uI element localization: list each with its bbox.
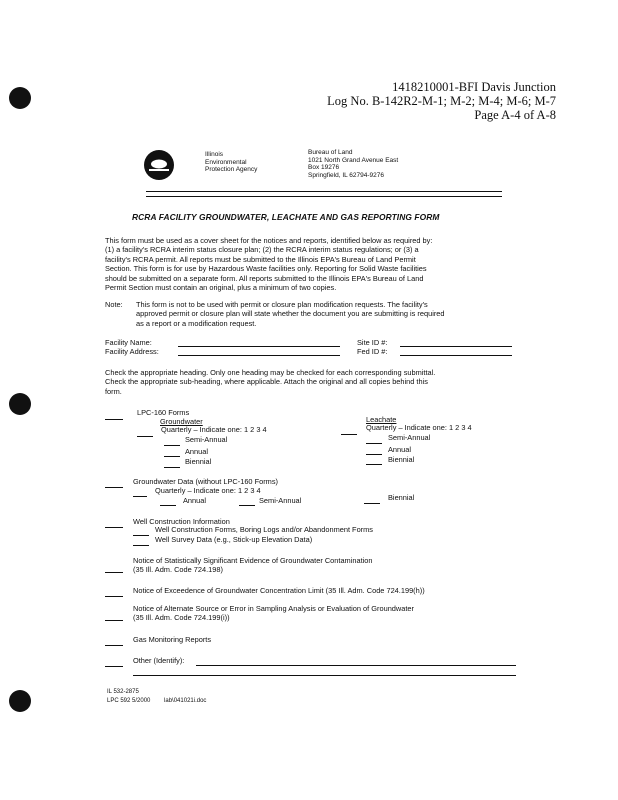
other-label: Other (Identify): [133,656,185,665]
intro-line: (1) a facility's RCRA interim status closure plan; (2) the RCRA interim status regulations; or (3) a [105,245,419,255]
leachate-heading: Leachate [366,415,397,424]
intro-line: facility's RCRA permit. All reports must be submitted to the Illinois EPA's Bureau of Land Permit [105,254,416,264]
gw-quarterly-label: Quarterly – Indicate one: 1 2 3 4 [161,425,267,434]
note-text [136,300,526,328]
le-annual-label: Annual [388,445,412,454]
notice-significant-label [133,556,373,575]
notice-significant-line: (35 Ill. Adm. Code 724.198) [133,565,223,575]
agency-block [205,151,257,174]
bureau-block [308,149,398,179]
agency-line: Protection Agency [205,166,258,173]
header-rule [146,196,502,197]
le-quarterly-checkbox[interactable] [341,434,357,435]
gas-checkbox[interactable] [105,645,123,646]
illinois-epa-logo [142,149,176,181]
notice-alternate-line: Notice of Alternate Source or Error in Sampling Analysis or Evaluation of Groundwater [133,604,414,613]
form-title: RCRA FACILITY GROUNDWATER, LEACHATE AND GAS REPORTING FORM [132,212,440,222]
footer-form-number: IL 532-2875 [107,689,139,695]
punch-hole [9,87,31,109]
gwd-annual-checkbox[interactable] [160,505,176,506]
fed-id-field[interactable] [400,355,512,356]
le-quarterly-label: Quarterly – Indicate one: 1 2 3 4 [366,423,472,432]
instruction-line: Check the appropriate heading. Only one heading may be checked for each corresponding submittal. [105,368,436,377]
note-line: This form is not to be used with permit or closure plan modification requests. The facility's [136,300,428,309]
header-log-no: Log No. B-142R2-M-1; M-2; M-4; M-6; M-7 [327,94,556,108]
agency-line: Environmental [205,158,247,166]
instruction-line: Check the appropriate sub-heading, where applicable. Attach the original and all copies behind this [105,377,428,387]
gwd-biennial-label: Biennial [388,493,415,502]
facility-name-label: Facility Name: [105,338,152,347]
well-survey-checkbox[interactable] [133,545,149,546]
bureau-line: Box 19276 [308,164,340,171]
note-label: Note: [105,300,123,309]
gw-biennial-checkbox[interactable] [164,467,180,468]
le-biennial-checkbox[interactable] [366,464,382,465]
footer-filename: lab\041021i.doc [164,698,207,704]
other-checkbox[interactable] [105,666,123,667]
well-survey-label: Well Survey Data (e.g., Stick-up Elevation Data) [155,535,313,544]
gw-annual-label: Annual [185,447,209,456]
notice-exceedence-label: Notice of Exceedence of Groundwater Concentration Limit (35 Ill. Adm. Code 724.199(h)) [133,586,425,595]
gw-biennial-label: Biennial [185,457,212,466]
intro-line: should be submitted on a separate form. All reports submitted to the Illinois EPA's Bureau of Land [105,273,424,283]
instructions [105,368,525,396]
well-info-checkbox[interactable] [105,527,123,528]
lpc160-checkbox[interactable] [105,419,123,420]
notice-alternate-label [133,604,414,623]
gas-label: Gas Monitoring Reports [133,635,212,644]
le-annual-checkbox[interactable] [366,454,382,455]
gw-data-checkbox[interactable] [105,487,123,488]
gwd-semiannual-label: Semi-Annual [259,496,302,505]
notice-significant-checkbox[interactable] [105,572,123,573]
intro-line: This form must be used as a cover sheet for the notices and reports, identified below as required by: [105,236,433,245]
header-rule [146,191,502,192]
site-id-label: Site ID #: [357,338,388,347]
gwd-quarterly-label: Quarterly – Indicate one: 1 2 3 4 [155,486,261,495]
facility-address-field[interactable] [178,355,340,356]
other-field[interactable] [196,665,516,666]
facility-name-field[interactable] [178,346,340,347]
agency-line: Illinois [205,151,224,158]
well-info-label: Well Construction Information [133,517,230,526]
intro-line: Section. This form is for use by Hazardous Waste facilities only. Reporting for Solid Waste facilities [105,264,427,274]
lpc160-label: LPC-160 Forms [137,408,190,417]
bureau-line: 1021 North Grand Avenue East [308,156,399,164]
intro-line: Permit Section must contain an original, plus a minimum of two copies. [105,283,337,293]
gw-quarterly-checkbox[interactable] [137,436,153,437]
gwd-quarterly-checkbox[interactable] [133,496,147,497]
notice-significant-line: Notice of Statistically Significant Evidence of Groundwater Contamination [133,556,373,565]
notice-exceedence-checkbox[interactable] [105,596,123,597]
other-field-2[interactable] [133,675,516,676]
punch-hole [9,690,31,712]
gw-data-label: Groundwater Data (without LPC-160 Forms) [133,477,278,486]
note-line: as a report or a modification request. [136,318,257,328]
well-forms-checkbox[interactable] [133,535,149,536]
footer-lpc: LPC 592 5/2000 [107,698,151,704]
gw-annual-checkbox[interactable] [164,456,180,457]
le-biennial-label: Biennial [388,455,415,464]
gwd-semiannual-checkbox[interactable] [239,505,255,506]
punch-hole [9,393,31,415]
le-semiannual-checkbox[interactable] [366,443,382,444]
notice-alternate-line: (35 Ill. Adm. Code 724.199(i)) [133,613,230,623]
le-semiannual-label: Semi-Annual [388,433,431,442]
gwd-biennial-checkbox[interactable] [364,503,380,504]
groundwater-heading: Groundwater [160,417,203,426]
facility-address-label: Facility Address: [105,347,159,356]
intro-paragraph [105,236,525,292]
header-page: Page A-4 of A-8 [474,108,556,122]
notice-alternate-checkbox[interactable] [105,620,123,621]
site-id-field[interactable] [400,346,512,347]
gw-semiannual-checkbox[interactable] [164,445,180,446]
bureau-line: Springfield, IL 62794-9276 [308,171,385,179]
note-line: approved permit or closure plan will state whether the document you are submitting is required [136,309,445,319]
instruction-line: form. [105,386,122,396]
footer [107,688,206,706]
gwd-annual-label: Annual [183,496,207,505]
fed-id-label: Fed ID #: [357,347,388,356]
header-doc-id: 1418210001-BFI Davis Junction [392,80,556,94]
bureau-line: Bureau of Land [308,149,353,156]
well-forms-label: Well Construction Forms, Boring Logs and/or Abandonment Forms [155,525,373,534]
gw-semiannual-label: Semi-Annual [185,435,228,444]
